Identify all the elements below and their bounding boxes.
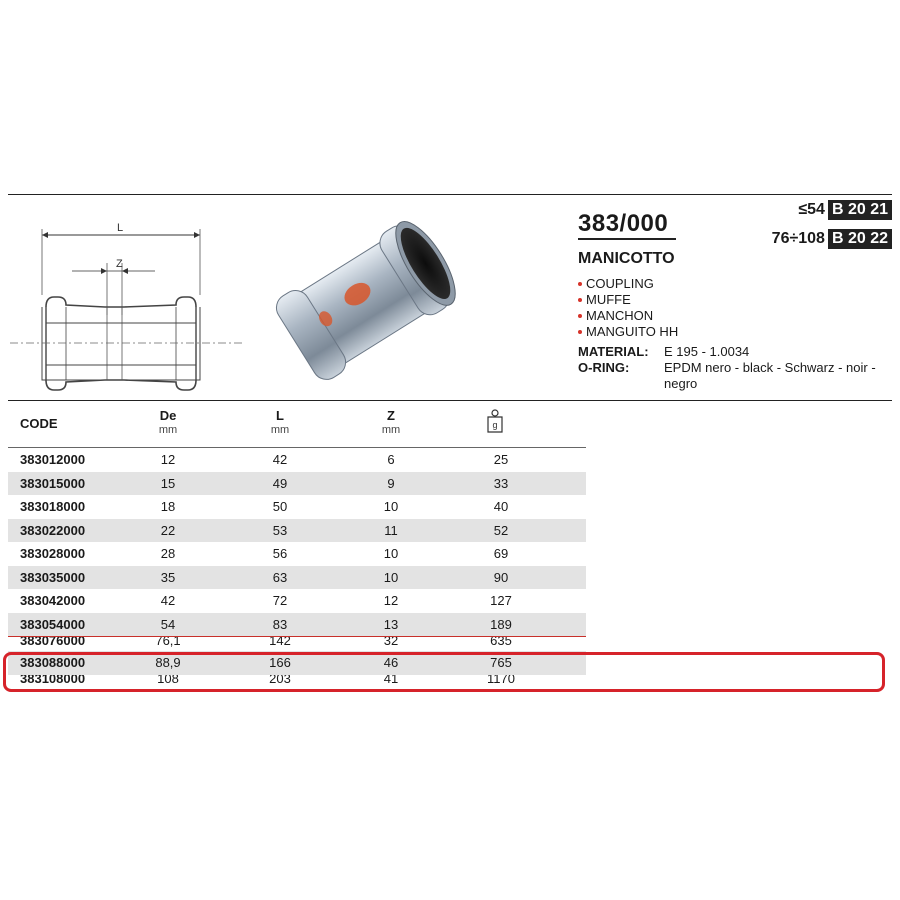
cell-z: 46 [383,655,399,670]
product-name: MANICOTTO [578,250,675,267]
cell-de: 35 [160,569,176,585]
highlight-box [3,652,885,692]
badge-code: B 20 21 [828,200,892,220]
cell-de: 15 [160,475,176,491]
cell-code: 383018000 [20,499,86,514]
header-code: CODE [20,416,58,431]
mid-rule [8,400,892,401]
cell-de: 42 [160,593,176,608]
cell-weight: 52 [493,522,509,538]
cell-code: 383088000 [20,655,86,670]
table-row [8,589,586,613]
cell-l: 142 [269,637,291,648]
diagram-label-l: L [117,222,124,234]
table-row [8,637,586,651]
bullet-icon [578,314,582,318]
cell-l: 72 [272,593,288,608]
badge-range: ≤54 [798,201,825,218]
cell-z: 6 [387,452,395,467]
translation-item: MUFFE [578,292,678,308]
table-row [8,472,586,496]
cell-de: 12 [160,452,176,467]
cell-code: 383076000 [20,637,86,648]
badge-range: 76÷108 [771,230,825,247]
oring-label: O-RING: [578,360,630,375]
cell-code: 383042000 [20,593,86,608]
translations-list [578,276,678,340]
table-row [8,566,586,590]
table-row [8,519,586,543]
cell-l: 83 [272,616,288,632]
material-value: E 195 - 1.0034 [664,344,750,359]
cell-weight: 25 [493,452,509,467]
cell-de: 54 [160,616,176,632]
bullet-icon [578,282,582,286]
cell-l: 50 [272,499,288,514]
cell-z: 10 [383,499,399,514]
translation-item: COUPLING [578,276,678,292]
translation-item: MANCHON [578,308,678,324]
cell-code: 383022000 [20,522,86,538]
technical-drawing [10,215,250,395]
header-de: De mm [158,408,178,436]
cell-weight: 90 [493,569,509,585]
bullet-icon [578,298,582,302]
cell-l: 56 [272,546,288,561]
table-row [8,495,586,519]
cell-l: 49 [272,475,288,491]
cell-z: 41 [383,674,399,686]
cell-z: 11 [384,522,398,538]
table-row [8,448,586,472]
cell-l: 42 [272,452,288,467]
material-label: MATERIAL: [578,344,649,359]
header-z: Z mm [381,408,401,436]
badge-code: B 20 22 [828,229,892,249]
dimensions-table [8,403,586,690]
cell-code: 383108000 [20,674,86,686]
cell-l: 166 [269,655,291,670]
cell-l: 63 [272,569,288,585]
cell-de: 28 [160,546,176,561]
cell-code: 383028000 [20,546,86,561]
size-badge-small [798,200,892,220]
header-l: L mm [270,408,290,436]
cell-weight: 40 [493,499,509,514]
cell-weight: 33 [493,475,509,491]
cell-z: 10 [383,546,399,561]
cell-de: 88,9 [155,655,181,670]
cell-weight: 189 [490,616,512,632]
title-underline [578,238,676,240]
cell-weight: 127 [490,593,512,608]
translation-item: MANGUITO HH [578,324,678,340]
cell-weight: 69 [493,546,509,561]
product-code-title: 383/000 [578,210,669,237]
weight-icon [486,409,504,433]
cell-code: 383035000 [20,569,86,585]
cell-weight: 1170 [487,674,515,686]
diagram-label-z: Z [116,258,123,270]
cell-code: 383015000 [20,475,86,491]
oring-value: EPDM nero - black - Schwarz - noir - negro [664,360,876,391]
bullet-icon [578,330,582,334]
cell-code: 383054000 [20,616,86,632]
cell-z: 9 [387,475,395,491]
cell-weight: 635 [490,637,512,648]
cell-code: 383012000 [20,452,86,467]
cell-de: 108 [157,674,179,686]
table-row [8,542,586,566]
cell-z: 10 [383,569,399,585]
table-row [8,613,586,638]
cell-de: 18 [160,499,176,514]
cell-de: 22 [160,522,176,538]
cell-l: 53 [272,522,288,538]
top-rule [8,194,892,195]
cell-z: 12 [383,593,399,608]
cell-l: 203 [269,674,291,686]
product-photo [262,210,472,385]
cell-weight: 765 [490,655,512,670]
size-badge-large [772,229,892,249]
weight-unit: g [492,420,498,430]
cell-z: 32 [383,637,399,648]
cell-z: 13 [383,616,399,632]
cell-de: 76,1 [155,637,181,648]
